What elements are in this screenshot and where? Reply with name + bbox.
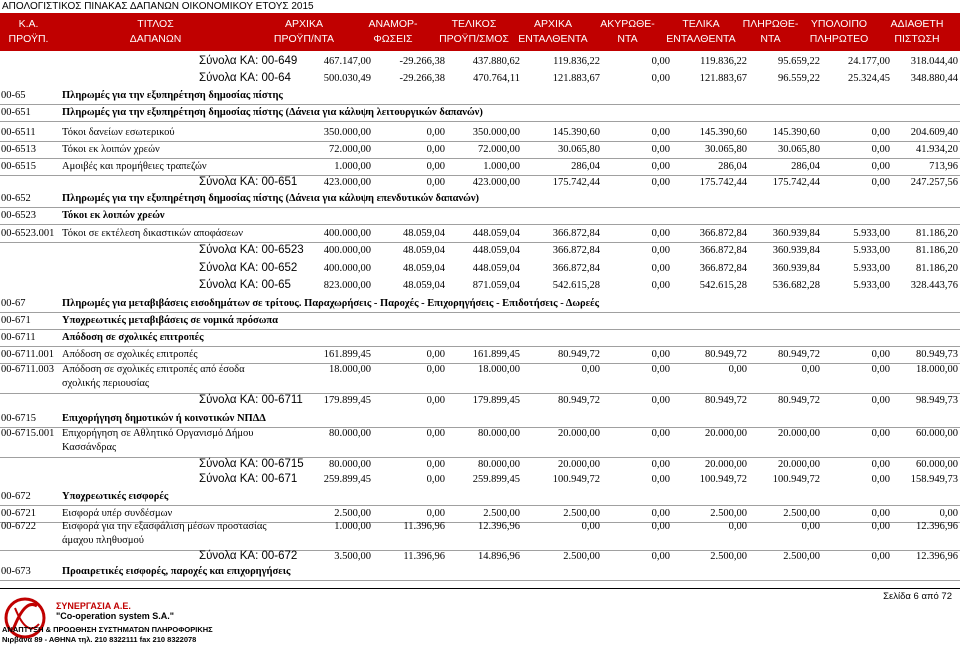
amount-cell: 11.396,96 [403,521,445,532]
account-code: 00-6511 [1,127,36,138]
amount-cell: 0,00 [801,521,820,532]
amount-cell: 360.939,84 [772,228,820,239]
account-description: Προαιρετικές εισφορές, παροχές και επιχορηγήσεις [62,566,291,577]
header-cell: ΑΚΥΡΩΘΕ- ΝΤΑ [600,18,655,45]
amount-cell: 0,00 [651,459,670,470]
footer-divider [0,588,960,589]
amount-cell: 80.949,72 [705,395,747,406]
subtotal-label: Σύνολα ΚΑ: 00-6715 [199,458,304,470]
subtotal-row [0,242,960,259]
account-description: Υποχρεωτικές μεταβιβάσεις σε νομικά πρόσωπα [62,315,278,326]
amount-cell: 318.044,40 [910,56,958,67]
amount-cell: 20.000,00 [705,459,747,470]
amount-cell: 81.186,20 [916,245,958,256]
account-description: Απόδοση σε σχολικές επιτροπές από έσοδα σχολικής περιουσίας [62,364,245,389]
amount-cell: 0,00 [871,508,890,519]
amount-cell: 423.000,00 [472,177,520,188]
subtotal-row [0,471,960,488]
amount-cell: 0,00 [651,508,670,519]
account-code: 00-6523 [1,210,36,221]
account-description: Πληρωμές για την εξυπηρέτηση δημοσίας πίστης (Δάνεια για κάλυψη επενδυτικών δαπανών) [62,193,480,204]
table-row [0,363,960,393]
account-code: 00-6711.001 [1,349,54,360]
amount-cell: 145.390,60 [552,127,600,138]
amount-cell: 100.949,72 [772,474,820,485]
account-code: 00-6711 [1,332,36,343]
table-header [0,13,960,51]
amount-cell: 366.872,84 [552,228,600,239]
amount-cell: 286,04 [718,161,747,172]
header-cell: ΤΕΛΙΚΟΣ ΠΡΟΫΠ/ΣΜΟΣ [439,18,509,45]
table-row [0,520,960,550]
amount-cell: 179.899,45 [323,395,371,406]
amount-cell: 175.742,44 [772,177,820,188]
table-row [0,158,960,175]
amount-cell: 5.933,00 [853,228,890,239]
amount-cell: 20.000,00 [778,428,820,439]
amount-cell: 0,00 [651,56,670,67]
amount-cell: 41.934,20 [916,144,958,155]
amount-cell: 81.186,20 [916,263,958,274]
amount-cell: 0,00 [426,144,445,155]
subtotal-label: Σύνολα ΚΑ: 00-671 [199,473,298,485]
amount-cell: 0,00 [426,508,445,519]
amount-cell: 81.186,20 [916,228,958,239]
subtotal-row [0,70,960,87]
amount-cell: 366.872,84 [552,263,600,274]
amount-cell: 5.933,00 [853,263,890,274]
subtotal-label: Σύνολα ΚΑ: 00-6523 [199,244,304,256]
amount-cell: 400.000,00 [323,245,371,256]
amount-cell: 1.000,00 [334,161,371,172]
header-cell: ΑΝΑΜΟΡ- ΦΩΣΕΙΣ [368,18,418,45]
amount-cell: 448.059,04 [472,245,520,256]
amount-cell: 2.500,00 [710,508,747,519]
subtotal-row [0,277,960,294]
group-row [0,410,960,427]
amount-cell: 119.836,22 [700,56,747,67]
amount-cell: 0,00 [581,364,600,375]
amount-cell: 542.615,28 [552,280,600,291]
amount-cell: 100.949,72 [699,474,747,485]
amount-cell: 448.059,04 [472,228,520,239]
amount-cell: 25.324,45 [848,73,890,84]
account-description: Εισφορά υπέρ συνδέσμων [62,508,173,519]
amount-cell: 80.000,00 [329,459,371,470]
amount-cell: 0,00 [651,364,670,375]
amount-cell: 0,00 [651,263,670,274]
amount-cell: -29.266,38 [399,73,445,84]
amount-cell: 366.872,84 [699,245,747,256]
amount-cell: 72.000,00 [478,144,520,155]
amount-cell: 80.949,73 [916,349,958,360]
amount-cell: 0,00 [871,474,890,485]
table-row [0,346,960,363]
subtotal-label: Σύνολα ΚΑ: 00-672 [199,550,298,562]
amount-cell: 366.872,84 [552,245,600,256]
amount-cell: 0,00 [651,144,670,155]
amount-cell: 30.065,80 [705,144,747,155]
amount-cell: 1.000,00 [334,521,371,532]
company-name-en: "Co-operation system S.A." [56,611,175,621]
subtotal-label: Σύνολα ΚΑ: 00-649 [199,55,298,67]
amount-cell: 95.659,22 [778,56,820,67]
amount-cell: 0,00 [651,245,670,256]
amount-cell: 20.000,00 [558,428,600,439]
subtotal-row [0,260,960,277]
amount-cell: 0,00 [728,521,747,532]
amount-cell: 80.000,00 [478,459,520,470]
amount-cell: 80.949,72 [558,395,600,406]
amount-cell: 0,00 [651,551,670,562]
amount-cell: 2.500,00 [710,551,747,562]
group-row [0,190,960,207]
account-code: 00-6513 [1,144,36,155]
header-cell: ΤΙΤΛΟΣ ΔΑΠΑΝΩΝ [129,18,182,45]
subtotal-label: Σύνολα ΚΑ: 00-652 [199,262,298,274]
page-number: Σελίδα 6 από 72 [883,591,952,602]
amount-cell: 24.177,00 [848,56,890,67]
account-description: Πληρωμές για μεταβιβάσεις εισοδημάτων σε τρίτους. Παραχωρήσεις - Παροχές - Επιχορηγήσεις - Επιδοτήσεις - Δωρεές [62,298,600,309]
amount-cell: 286,04 [791,161,820,172]
amount-cell: 0,00 [651,161,670,172]
amount-cell: 360.939,84 [772,263,820,274]
amount-cell: 2.500,00 [783,551,820,562]
amount-cell: 119.836,22 [553,56,600,67]
amount-cell: 423.000,00 [323,177,371,188]
account-code: 00-6721 [1,508,36,519]
amount-cell: 5.933,00 [853,245,890,256]
account-code: 00-67 [1,298,26,309]
amount-cell: 823.000,00 [323,280,371,291]
group-row [0,104,960,121]
amount-cell: 80.949,72 [778,349,820,360]
amount-cell: 80.949,72 [778,395,820,406]
subtotal-label: Σύνολα ΚΑ: 00-64 [199,72,291,84]
amount-cell: 175.742,44 [699,177,747,188]
amount-cell: 0,00 [651,521,670,532]
amount-cell: 0,00 [651,474,670,485]
amount-cell: 18.000,00 [478,364,520,375]
account-description: Τόκοι δανείων εσωτερικού [62,127,175,138]
company-name-gr: ΣΥΝΕΡΓΑΣΙΑ Α.Ε. [56,601,131,611]
amount-cell: 0,00 [871,395,890,406]
amount-cell: 2.500,00 [334,508,371,519]
account-description: Επιχορήγηση δημοτικών ή κοινοτικών ΝΠΔΔ [62,413,266,424]
amount-cell: 0,00 [801,364,820,375]
group-row [0,563,960,580]
account-code: 00-65 [1,90,26,101]
amount-cell: 48.059,04 [403,245,445,256]
amount-cell: 72.000,00 [329,144,371,155]
account-description: Τόκοι εκ λοιπών χρεών [62,144,160,155]
account-code: 00-651 [1,107,31,118]
amount-cell: 161.899,45 [323,349,371,360]
amount-cell: 80.949,72 [705,349,747,360]
amount-cell: 0,00 [426,161,445,172]
subtotal-label: Σύνολα ΚΑ: 00-65 [199,279,291,291]
amount-cell: 366.872,84 [699,263,747,274]
account-code: 00-6722 [1,521,36,532]
amount-cell: 121.883,67 [552,73,600,84]
amount-cell: 2.500,00 [563,551,600,562]
amount-cell: 179.899,45 [472,395,520,406]
group-row [0,87,960,104]
amount-cell: 437.880,62 [472,56,520,67]
amount-cell: 18.000,00 [329,364,371,375]
account-code: 00-652 [1,193,31,204]
account-description: Επιχορήγηση σε Αθλητικό Οργανισμό Δήμου Κασσάνδρας [62,428,254,453]
account-code: 00-6715.001 [1,428,55,439]
footer-company [56,601,174,621]
account-description: Πληρωμές για την εξυπηρέτηση δημοσίας πίστης [62,90,283,101]
document-title: ΑΠΟΛΟΓΙΣΤΙΚΟΣ ΠΙΝΑΚΑΣ ΔΑΠΑΝΩΝ ΟΙΚΟΝΟΜΙΚΟΥ ΕΤΟΥΣ 2015 [2,1,314,12]
amount-cell: 0,00 [426,459,445,470]
amount-cell: 158.949,73 [910,474,958,485]
amount-cell: 542.615,28 [699,280,747,291]
header-cell: ΑΡΧΙΚΑ ΠΡΟΫΠ/ΝΤΑ [273,18,335,45]
amount-cell: 0,00 [728,364,747,375]
amount-cell: 0,00 [871,144,890,155]
amount-cell: 467.147,00 [323,56,371,67]
footer-tagline: ΑΝΑΠΤΥΞΗ & ΠΡΟΩΘΗΣΗ ΣΥΣΤΗΜΑΤΩΝ ΠΛΗΡΟΦΟΡΙΚΗΣ [2,625,213,634]
subtotal-row [0,174,960,191]
amount-cell: 366.872,84 [699,228,747,239]
account-description: Τόκοι σε εκτέλεση δικαστικών αποφάσεων [62,228,244,239]
amount-cell: 145.390,60 [699,127,747,138]
amount-cell: 48.059,04 [403,263,445,274]
account-code: 00-671 [1,315,31,326]
amount-cell: 0,00 [871,521,890,532]
amount-cell: 145.390,60 [772,127,820,138]
amount-cell: 5.933,00 [853,280,890,291]
amount-cell: 12.396,96 [916,551,958,562]
amount-cell: 500.030,49 [323,73,371,84]
amount-cell: 0,00 [871,459,890,470]
amount-cell: 60.000,00 [916,459,958,470]
amount-cell: 0,00 [651,177,670,188]
amount-cell: 30.065,80 [778,144,820,155]
amount-cell: 48.059,04 [403,280,445,291]
amount-cell: 204.609,40 [910,127,958,138]
account-code: 00-6515 [1,161,36,172]
amount-cell: 100.949,72 [552,474,600,485]
amount-cell: 0,00 [426,395,445,406]
footer-address: Νιρβάνα 89 - ΑΘΗΝΑ τηλ. 210 8322111 fax 210 8322078 [2,635,197,644]
amount-cell: 80.949,72 [558,349,600,360]
header-cell: ΥΠΟΛΟΙΠΟ ΠΛΗΡΩΤΕΟ [809,18,869,45]
group-row [0,329,960,346]
amount-cell: 0,00 [426,428,445,439]
amount-cell: 2.500,00 [483,508,520,519]
header-cell: ΑΡΧΙΚΑ ΕΝΤΑΛΘΕΝΤΑ [518,18,588,45]
amount-cell: 871.059,04 [472,280,520,291]
amount-cell: 0,00 [939,508,958,519]
amount-cell: 0,00 [426,474,445,485]
amount-cell: 30.065,80 [558,144,600,155]
amount-cell: 247.257,56 [910,177,958,188]
amount-cell: 328.443,76 [910,280,958,291]
amount-cell: 48.059,04 [403,228,445,239]
amount-cell: 0,00 [871,127,890,138]
amount-cell: 98.949,73 [916,395,958,406]
account-code: 00-6711.003 [1,364,54,375]
amount-cell: 0,00 [871,428,890,439]
amount-cell: 259.899,45 [472,474,520,485]
amount-cell: 175.742,44 [552,177,600,188]
amount-cell: 0,00 [651,280,670,291]
amount-cell: 60.000,00 [916,428,958,439]
amount-cell: 0,00 [581,521,600,532]
amount-cell: 470.764,11 [473,73,520,84]
amount-cell: 0,00 [651,73,670,84]
amount-cell: 12.396,96 [916,521,958,532]
amount-cell: 0,00 [426,127,445,138]
amount-cell: 0,00 [426,349,445,360]
amount-cell: 0,00 [651,228,670,239]
row-divider [0,121,960,122]
amount-cell: 350.000,00 [472,127,520,138]
subtotal-label: Σύνολα ΚΑ: 00-651 [199,176,298,188]
amount-cell: 286,04 [571,161,600,172]
amount-cell: 121.883,67 [699,73,747,84]
header-cell: Κ.Α. ΠΡΟΫΠ. [8,18,49,45]
amount-cell: 2.500,00 [783,508,820,519]
account-code: 00-672 [1,491,31,502]
account-description: Απόδοση σε σχολικές επιτροπές [62,349,198,360]
amount-cell: 20.000,00 [705,428,747,439]
header-cell: ΤΕΛΙΚΑ ΕΝΤΑΛΘΕΝΤΑ [666,18,736,45]
amount-cell: 400.000,00 [323,263,371,274]
amount-cell: 1.000,00 [483,161,520,172]
amount-cell: 80.000,00 [478,428,520,439]
amount-cell: 348.880,44 [910,73,958,84]
amount-cell: 0,00 [426,364,445,375]
table-row [0,225,960,242]
amount-cell: 0,00 [651,428,670,439]
table-row [0,427,960,457]
amount-cell: 536.682,28 [772,280,820,291]
amount-cell: 2.500,00 [563,508,600,519]
table-row [0,124,960,141]
account-description: Εισφορά για την εξασφάλιση μέσων προστασίας άμαχου πληθυσμού [62,521,267,546]
table-row [0,141,960,158]
row-divider [0,580,960,581]
group-row [0,312,960,329]
amount-cell: 448.059,04 [472,263,520,274]
amount-cell: 80.000,00 [329,428,371,439]
subtotal-row [0,392,960,409]
amount-cell: 0,00 [651,127,670,138]
amount-cell: 3.500,00 [334,551,371,562]
amount-cell: 11.396,96 [403,551,445,562]
amount-cell: -29.266,38 [399,56,445,67]
amount-cell: 400.000,00 [323,228,371,239]
amount-cell: 0,00 [871,177,890,188]
amount-cell: 0,00 [651,395,670,406]
account-code: 00-673 [1,566,31,577]
amount-cell: 350.000,00 [323,127,371,138]
account-description: Αμοιβές και προμήθειες τραπεζών [62,161,207,172]
amount-cell: 0,00 [871,349,890,360]
header-cell: ΑΔΙΑΘΕΤΗ ΠΙΣΤΩΣΗ [890,18,944,45]
amount-cell: 0,00 [871,551,890,562]
amount-cell: 20.000,00 [778,459,820,470]
amount-cell: 14.896,96 [478,551,520,562]
group-row [0,295,960,312]
amount-cell: 360.939,84 [772,245,820,256]
group-row [0,488,960,505]
account-code: 00-6715 [1,413,36,424]
account-code: 00-6523.001 [1,228,55,239]
amount-cell: 0,00 [871,364,890,375]
amount-cell: 161.899,45 [472,349,520,360]
header-cell: ΠΛΗΡΩΘΕ- ΝΤΑ [742,18,799,45]
account-description: Τόκοι εκ λοιπών χρεών [62,210,165,221]
account-description: Υποχρεωτικές εισφορές [62,491,169,502]
amount-cell: 0,00 [871,161,890,172]
subtotal-row [0,53,960,70]
amount-cell: 12.396,96 [478,521,520,532]
amount-cell: 0,00 [426,177,445,188]
amount-cell: 18.000,00 [916,364,958,375]
account-description: Απόδοση σε σχολικές επιτροπές [62,332,204,343]
amount-cell: 96.559,22 [778,73,820,84]
amount-cell: 259.899,45 [323,474,371,485]
amount-cell: 713,96 [929,161,958,172]
account-description: Πληρωμές για την εξυπηρέτηση δημοσίας πίστης (Δάνεια για κάλυψη λειτουργικών δαπανών) [62,107,483,118]
subtotal-label: Σύνολα ΚΑ: 00-6711 [199,394,303,406]
amount-cell: 0,00 [651,349,670,360]
group-row [0,207,960,224]
amount-cell: 20.000,00 [558,459,600,470]
